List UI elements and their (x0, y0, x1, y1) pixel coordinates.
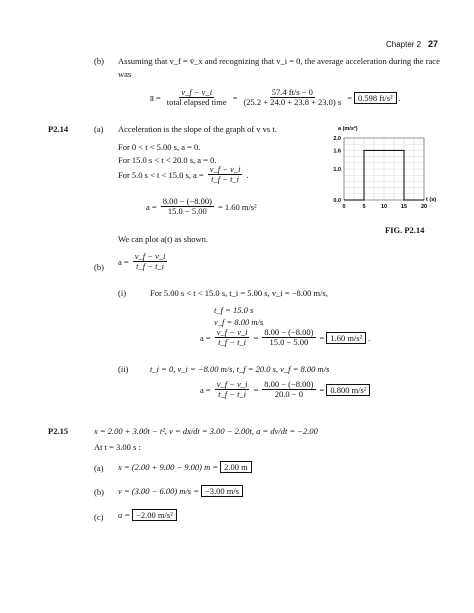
text-line: t_i = 0, v_i = −8.00 m/s, t_f = 20.0 s, v_f = 8.00 m/s (150, 364, 330, 374)
y-tick-label: 1.0 (333, 167, 341, 173)
frac-den: t_f − t_i (211, 173, 240, 184)
text-line: For 15.0 s < t < 20.0 s, a = 0. (118, 155, 217, 165)
equation-p215a (118, 461, 252, 473)
equation-p215b (118, 485, 243, 497)
eq-lhs: a = (200, 384, 211, 395)
equation-slope (146, 197, 257, 216)
equation-avg-acceleration: a̅ = $\frac{v\_f - v\_i}{\text{total elapsed time}}$ = $\frac{57.4 ft/s - 0}{(25.2 + 24.0 + 23.8 + 23.0) s}$ = 0.598 ft/s² . (150, 87, 401, 107)
subpart-label: (i) (118, 288, 127, 298)
part-label: (b) (94, 56, 104, 66)
text-line: Acceleration is the slope of the graph of v vs t. (118, 124, 277, 134)
text-line: x = 2.00 + 3.00t − t², v = dx/dt = 3.00 − 2.00t, a = dv/dt = −2.00 (94, 426, 318, 436)
chapter-label: Chapter 2 (386, 40, 422, 49)
frac-den: t_f − t_i (218, 336, 247, 347)
part-label: (c) (94, 512, 104, 522)
part-label: (b) (94, 487, 104, 497)
text-line: For 0 < t < 5.00 s, a = 0. (118, 142, 201, 152)
frac-den: t_f − t_i (218, 388, 247, 399)
frac-num: v_f − v_i (134, 251, 166, 261)
x-tick-label: 20 (420, 204, 428, 210)
equation-i: a = $\frac{v\_f - v\_i}{t\_f - t\_i}$ = $\frac{8.00 - (-8.00)}{15.0 - 5.00}$ = 1.60 m/s² . (200, 327, 371, 347)
equation-case3: For 5.0 s < t < 15.0 s, a = $\frac{v\_f - v\_i}{t\_f - t\_i}$ . (118, 164, 249, 184)
eq-expr: x = (2.00 + 9.00 − 9.00) m = (118, 462, 219, 472)
equation-ii: a = $\frac{v\_f - v\_i}{t\_f - t\_i}$ = $\frac{8.00 - (-8.00)}{20.0 - 0}$ = 0.800 m/s² (200, 380, 370, 399)
text-line: We can plot a(t) as shown. (118, 234, 208, 244)
text-line: Assuming that v_f = v̄_x and recognizing that v_i = 0, the average acceleration during the race (118, 56, 440, 66)
text-line: was (118, 69, 132, 79)
x-tick-label: 0 (342, 204, 346, 210)
frac-num: v_f − v_i (216, 327, 248, 337)
eq-lhs: a = (200, 332, 211, 343)
text: For 5.0 s < t < 15.0 s, a = (118, 169, 204, 180)
text-line: v_f = 8.00 m/s (214, 317, 264, 327)
answer-box: 1.60 m/s² (326, 332, 366, 344)
answer-box: 2.00 m (220, 461, 252, 473)
frac-num: 8.00 − (−8.00) (264, 327, 314, 337)
answer-box: −3.00 m/s (201, 485, 243, 497)
page-number: 27 (428, 39, 439, 49)
x-tick-label: 5 (362, 204, 366, 210)
frac-den: 20.0 − 0 (274, 388, 303, 399)
problem-label: P2.15 (48, 426, 69, 436)
part-label: (a) (94, 124, 104, 134)
eq-lhs: a̅ = (150, 92, 161, 103)
eq-result: = 1.60 m/s² (217, 201, 257, 212)
y-tick-label: 2.0 (333, 136, 341, 142)
equation-b (118, 252, 169, 271)
subpart-label: (ii) (118, 364, 129, 374)
eq-expr: v = (3.00 − 6.00) m/s = (118, 486, 199, 496)
frac-num: v_f − v_i (209, 164, 241, 174)
answer-box: −2.00 m/s² (132, 509, 177, 521)
text-line: At t = 3.00 s : (94, 442, 141, 452)
problem-label: P2.14 (48, 124, 69, 134)
figure-label: FIG. P2.14 (385, 225, 425, 235)
text-line: For 5.00 s < t < 15.0 s, t_i = 5.00 s, v_i = −8.00 m/s, (150, 288, 328, 298)
x-axis-label: t (s) (426, 197, 437, 203)
frac-den: t_f − t_i (136, 260, 165, 271)
y-tick-label: 1.6 (333, 148, 341, 155)
frac-num: 57.4 ft/s − 0 (271, 87, 313, 97)
frac-num: v_f − v_i (181, 87, 213, 97)
answer-box: 0.800 m/s² (326, 384, 370, 396)
x-tick-label: 15 (400, 204, 408, 210)
frac-den: total elapsed time (166, 96, 227, 107)
frac-num: v_f − v_i (216, 379, 248, 389)
part-label: (a) (94, 463, 104, 473)
part-label: (b) (94, 262, 104, 272)
frac-num: 8.00 − (−8.00) (264, 379, 314, 389)
text-line: t_f = 15.0 s (214, 305, 254, 315)
x-tick-label: 10 (380, 204, 388, 210)
eq-expr: a = (118, 510, 131, 520)
acceleration-chart (316, 120, 444, 220)
y-tick-label: 0.0 (333, 198, 341, 204)
y-axis-label: a (m/s²) (338, 126, 358, 132)
eq-lhs: a = (118, 256, 129, 267)
frac-den: 15.0 − 5.00 (167, 205, 207, 216)
frac-den: (25.2 + 24.0 + 23.8 + 23.0) s (243, 96, 342, 107)
equation-p215c (118, 509, 177, 521)
frac-num: 8.00 − (−8.00) (162, 196, 212, 206)
answer-box: 0.598 ft/s² (354, 92, 397, 104)
eq-lhs: a = (146, 201, 157, 212)
frac-den: 15.0 − 5.00 (269, 336, 309, 347)
